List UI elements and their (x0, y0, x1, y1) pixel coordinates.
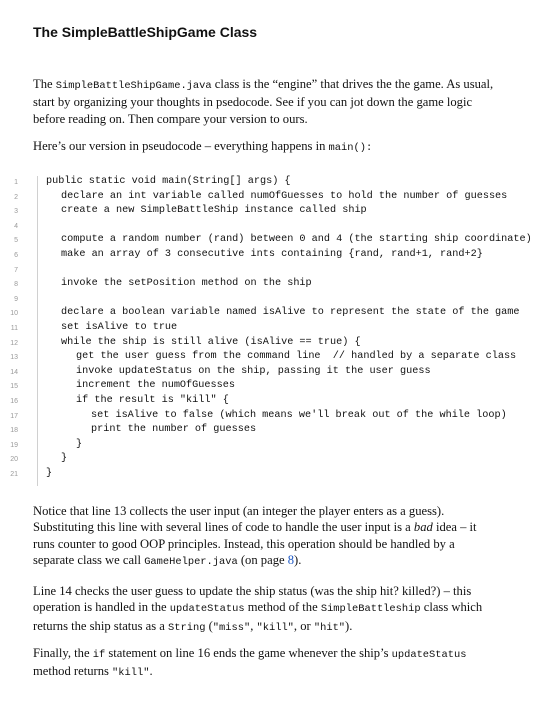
code-text: invoke updateStatus on the ship, passing it the user guess (76, 365, 431, 377)
note-text: statement on line 16 ends the game whenever the ship’s (105, 646, 392, 660)
note-text: Line 14 checks the user guess to update the ship status (was the ship hit? killed?) – this operation is handled in the (33, 584, 472, 615)
line-number: 3 (14, 208, 18, 216)
code-line (0, 322, 544, 336)
note-line13-paragraph (33, 503, 495, 571)
line-number: 18 (10, 427, 18, 435)
code-line (0, 307, 544, 321)
line-number: 4 (14, 222, 18, 230)
code-text: set isAlive to true (61, 322, 178, 333)
code-line (0, 351, 544, 365)
code-text: if the result is "kill" { (76, 395, 229, 406)
line-number: 7 (14, 266, 18, 274)
line-number: 10 (10, 310, 18, 318)
inline-code: updateStatus (169, 603, 245, 616)
code-text: make an array of 3 consecutive ints containing {rand, rand+1, rand+2} (61, 249, 483, 260)
page-link[interactable]: 8 (287, 553, 295, 568)
intro-paragraph (33, 76, 495, 127)
line-number: 14 (10, 368, 18, 376)
note-line16-paragraph (33, 645, 495, 682)
code-line (0, 234, 544, 248)
inline-code: "kill" (256, 621, 294, 634)
line-number: 13 (10, 354, 18, 362)
note-text: Finally, the (33, 646, 93, 660)
code-text: while the ship is still alive (isAlive == true) { (61, 336, 361, 348)
line-number: 12 (10, 339, 18, 347)
line-number: 8 (14, 281, 18, 289)
code-line (0, 205, 544, 219)
code-line (0, 278, 544, 292)
note-text: . (149, 664, 153, 679)
note-text: ). (345, 618, 353, 633)
inline-code: String (168, 621, 206, 634)
pseudocode-lead-paragraph (33, 138, 495, 156)
line-number: 16 (10, 398, 18, 405)
code-line (0, 380, 544, 394)
code-line (0, 453, 544, 467)
line-number: 17 (10, 412, 18, 420)
inline-code: SimpleBattleship (320, 603, 421, 616)
code-line (0, 176, 544, 190)
code-text: increment the numOfGuesses (76, 380, 235, 392)
note-text: ). (294, 553, 302, 568)
code-line (0, 220, 544, 234)
note-text: method returns (33, 664, 113, 679)
code-text: invoke the setPosition method on the ship (61, 278, 312, 290)
code-text: public static void main(String[] args) { (46, 176, 291, 187)
line-number: 19 (10, 441, 18, 449)
code-line (0, 424, 544, 438)
code-line (0, 337, 544, 351)
line-number: 2 (14, 193, 18, 201)
code-text: } (46, 468, 53, 479)
note-text: (on page (237, 553, 288, 568)
intro-text-2: class is the “engine” that drives the the game. As usual, start by organizing your thoughts in psedocode. See if you can jot down the game logic before reading on. Then compare your version to ours. (33, 77, 494, 126)
code-text: } (76, 438, 83, 450)
inline-code: "kill" (112, 667, 150, 680)
line-number: 11 (10, 325, 18, 332)
lead-text: Here’s our version in pseudocode – everything happens in (33, 139, 329, 153)
inline-code: if (92, 649, 106, 661)
note-text: class which returns the ship status as a (33, 600, 483, 633)
code-text: set isAlive to false (which means we'll break out of the while loop) (91, 409, 507, 421)
line-number: 5 (14, 237, 18, 245)
line-number: 1 (14, 179, 18, 186)
code-text: compute a random number (rand) between 0 and 4 (the starting ship coordinate) (61, 234, 532, 246)
note-text: Notice that line 13 collects the user input (an integer the player enters as a guess). Substituting this line with several lines of code to handle the user input is a (33, 504, 445, 535)
line-number: 6 (14, 252, 18, 259)
note-text: method of the (244, 600, 321, 615)
inline-code: "miss" (212, 621, 251, 634)
code-line (0, 191, 544, 205)
line-number: 15 (10, 383, 18, 391)
emphasis-bad: bad (413, 520, 433, 535)
code-text: get the user guess from the command line // handled by a separate class (76, 351, 517, 363)
code-line (0, 264, 544, 278)
code-text: } (61, 453, 68, 465)
code-line (0, 366, 544, 380)
line-number: 9 (14, 295, 18, 303)
code-text: declare a boolean variable named isAlive to represent the state of the game (61, 307, 520, 319)
code-line (0, 249, 544, 263)
note-text: ( (205, 618, 213, 633)
code-line (0, 410, 544, 424)
code-text: print the number of guesses (91, 424, 257, 436)
code-text: declare an int variable called numOfGuesses to hold the number of guesses (61, 190, 508, 202)
inline-code-gamehelper: GameHelper.java (144, 556, 238, 569)
page-title: The SimpleBattleShipGame Class (33, 24, 258, 40)
code-line (0, 468, 544, 482)
code-text: create a new SimpleBattleShip instance called ship (61, 205, 367, 217)
intro-text-1: The (33, 77, 56, 91)
inline-code-filename: SimpleBattleShipGame.java (55, 80, 212, 92)
inline-code: "hit" (313, 621, 346, 634)
note-text: idea – it runs counter to good OOP principles. Instead, this operation should be handled by a separate class we call (33, 520, 477, 568)
code-line (0, 439, 544, 453)
inline-code-main: main(): (328, 142, 373, 154)
inline-code: updateStatus (391, 649, 467, 661)
code-line (0, 395, 544, 409)
note-text: , (250, 618, 257, 633)
note-text: , or (293, 618, 314, 633)
line-number: 21 (10, 471, 18, 478)
line-number: 20 (10, 456, 18, 464)
code-line (0, 293, 544, 307)
note-line14-paragraph (33, 583, 495, 636)
